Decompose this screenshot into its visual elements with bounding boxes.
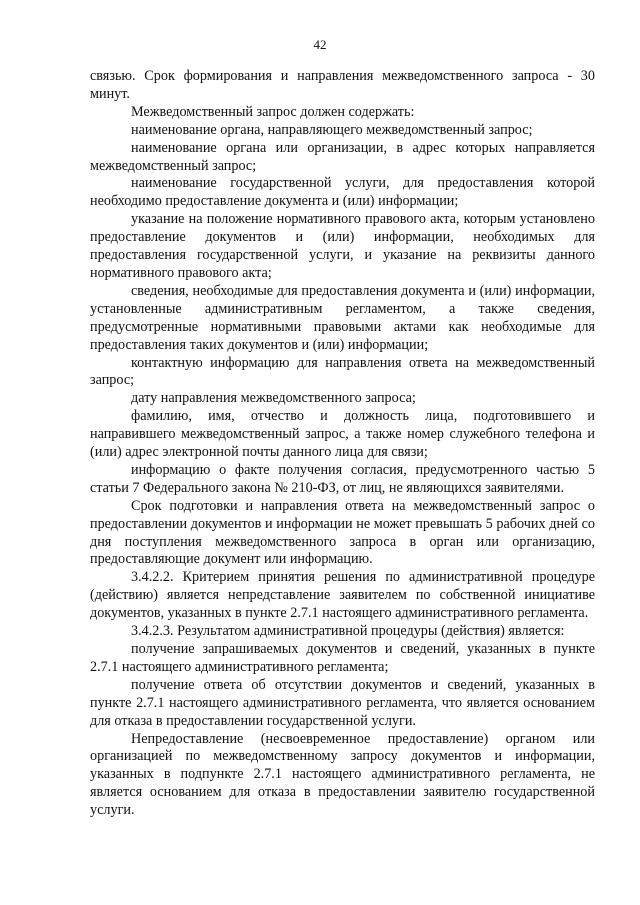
paragraph: дату направления межведомственного запроса; [131, 390, 416, 407]
paragraph: контактную информацию для направления ответа на межведомственный запрос; [90, 354, 595, 389]
paragraph: информацию о факте получения согласия, предусмотренного частью 5 статьи 7 Федерального закона № 210-ФЗ, от лиц, не являющихся заявителями. [90, 461, 595, 496]
paragraph: Межведомственный запрос должен содержать: [131, 103, 415, 120]
paragraph: фамилию, имя, отчество и должность лица, подготовившего и направившего межведомственный запрос, а также номер служебного телефона и (или) адрес электронной почты данного лица для связи; [90, 408, 595, 461]
paragraph: указание на положение нормативного правового акта, которым установлено предоставление документов и (или) информации, необходимых для предоставления государственной услуги, и указание на реквизиты данного нормативного правового акта; [90, 211, 595, 281]
paragraph: получение ответа об отсутствии документов и сведений, указанных в пункте 2.7.1 настоящего административного регламента, что является основанием для отказа в предоставлении государственной услуги. [90, 676, 595, 729]
paragraph: наименование государственной услуги, для предоставления которой необходимо предоставление документа и (или) информации; [90, 175, 595, 210]
paragraph: 3.4.2.2. Критерием принятия решения по административной процедуре (действию) является непредставление заявителем по собственной инициативе документов, указанных в пункте 2.7.1 настоящего административного регламента. [90, 569, 595, 622]
paragraph: сведения, необходимые для предоставления документа и (или) информации, установленные административным регламентом, а также сведения, предусмотренные нормативными правовыми актами как необходимые для предоставления таких документов и (или) информации; [90, 282, 595, 353]
paragraph: Непредоставление (несвоевременное предоставление) органом или организацией по межведомственному запросу документов и информации, указанных в подпункте 2.7.1 настоящего административного регламента, не является основанием для отказа в предоставлении заявителю государственной услуги. [90, 730, 595, 819]
paragraph: получение запрашиваемых документов и сведений, указанных в пункте 2.7.1 настоящего административного регламента; [90, 641, 595, 675]
paragraph: Срок подготовки и направления ответа на межведомственный запрос о предоставлении документов и информации не может превышать 5 рабочих дней со дня поступления межведомственного запроса в орган или организацию, предоставляющие документ или информацию. [90, 497, 595, 568]
document-body [90, 68, 595, 820]
paragraph: 3.4.2.3. Результатом административной процедуры (действия) является: [131, 623, 565, 640]
paragraph: наименование органа, направляющего межведомственный запрос; [131, 121, 533, 138]
paragraph: связью. Срок формирования и направления межведомственного запроса - 30 минут. [90, 68, 595, 102]
paragraph: наименование органа или организации, в адрес которых направляется межведомственный запрос; [90, 139, 595, 174]
page-number: 42 [313, 37, 327, 52]
